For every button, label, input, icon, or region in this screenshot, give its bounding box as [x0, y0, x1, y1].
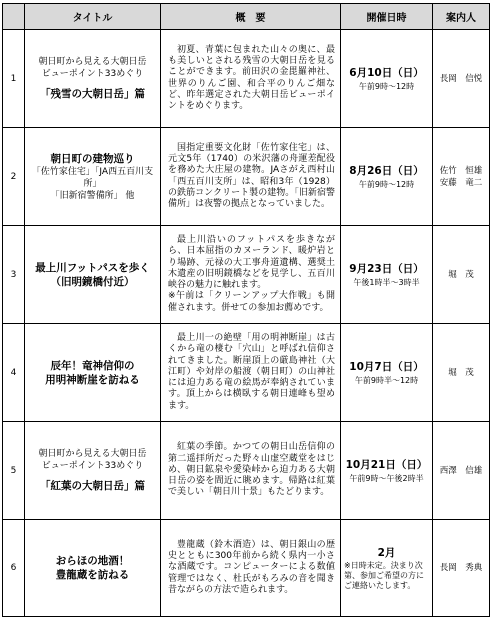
header-title: タイトル [25, 4, 161, 30]
header-description: 概 要 [161, 4, 341, 30]
description-text: 初夏、青葉に包まれた山々の奥に、最も美しいとされる残雪の大朝日岳を見ることができます。前田沢の金毘羅神社、世界のりんご園、和合平のりんご畑など、昨年選定された大朝日岳ビューポイントをめぐります。 [168, 44, 335, 111]
title-subline: 「佐竹家住宅」「JA西五百川支所」 [31, 166, 154, 189]
title-main: 最上川フットパスを歩く [35, 261, 150, 274]
event-time: 午前9時～午後2時半 [349, 473, 424, 483]
description-text: 最上川沿いのフットパスを歩きながら、日本屈指のカヌーランド、暖炉岩とり場跡、元禄の大工事舟道遺構、選奨土木遺産の旧明鏡橋などを見学し、五百川峡谷の魅力に触れます。 [168, 235, 335, 291]
description-text: 豊龍蔵（鈴木酒造）は、朝日銀山の歴史とともに300年前から続く県内一小さな酒蔵です。コンピューターによる数値管理ではなく、杜氏がもろみの音を聞き昔ながらの方法で造られます。 [168, 539, 335, 595]
row-number: 3 [3, 226, 25, 324]
event-date: 8月26日（日） [349, 164, 424, 177]
row-title [25, 422, 161, 520]
event-time: 午前9時～12時 [358, 179, 415, 189]
row-guide [433, 128, 490, 226]
row-description [161, 226, 341, 324]
row-description [161, 128, 341, 226]
row-description [161, 30, 341, 128]
description-note: ※午前は「クリーンアップ大作戦」も開催されます。併せての参加お薦めです。 [168, 291, 335, 313]
event-date: 10月21日（日） [345, 458, 428, 471]
row-description [161, 324, 341, 422]
row-guide [433, 422, 490, 520]
table-row [3, 30, 490, 128]
guide-name: 堀 茂 [448, 367, 474, 378]
row-guide [433, 30, 490, 128]
row-number: 6 [3, 520, 25, 617]
row-title [25, 128, 161, 226]
event-date: 10月7日（日） [349, 360, 424, 373]
table-row [3, 128, 490, 226]
guide-name: 長岡 秀典 [439, 563, 483, 573]
guide-name: 佐竹 恒雄 [439, 165, 483, 176]
row-description [161, 520, 341, 617]
table-header-row [3, 4, 490, 30]
row-date [341, 226, 433, 324]
row-title [25, 30, 161, 128]
event-date: 9月23日（日） [349, 262, 424, 275]
row-number: 5 [3, 422, 25, 520]
title-main: 朝日町の建物巡り [50, 152, 135, 165]
row-guide [433, 324, 490, 422]
row-date [341, 128, 433, 226]
header-number [3, 4, 25, 30]
table-row [3, 226, 490, 324]
row-guide [433, 226, 490, 324]
title-main: 「残雪の大朝日岳」篇 [40, 88, 145, 100]
event-schedule-table [2, 3, 490, 617]
title-main: 「紅葉の大朝日岳」篇 [40, 480, 145, 492]
row-description [161, 422, 341, 520]
event-time: 午前9時～12時 [358, 81, 415, 91]
guide-name: 西澤 信雄 [439, 465, 483, 476]
row-number: 4 [3, 324, 25, 422]
guide-name: 安藤 竜二 [439, 177, 483, 188]
header-date: 開催日時 [341, 4, 433, 30]
title-main: 辰年！竜神信仰の [50, 359, 135, 372]
title-subline: 朝日町から見える大朝日岳 [38, 57, 147, 67]
row-date [341, 422, 433, 520]
row-date [341, 30, 433, 128]
title-subline: 朝日町から見える大朝日岳 [38, 449, 147, 459]
title-subline: 「旧新宿警備所」 他 [50, 190, 135, 201]
table-row [3, 422, 490, 520]
row-title [25, 520, 161, 617]
title-subline: ビューポイント33めぐり [41, 69, 144, 79]
header-guide: 案内人 [433, 4, 490, 30]
description-text: 国指定重要文化財「佐竹家住宅」は、元文5年（1740）の米沢藩の舟運差配役を務めた大庄屋の建物。JAさがえ西村山「西五百川支所」は、昭和3年（1928）の鉄筋コンクリート製の建物。「旧新宿警備所」は夜警の拠点となっていました。 [168, 142, 335, 209]
row-guide [433, 520, 490, 617]
row-number: 1 [3, 30, 25, 128]
title-main: 豊龍蔵を訪ねる [55, 569, 130, 581]
row-number: 2 [3, 128, 25, 226]
description-text: 最上川一の絶壁「用の明神断崖」は古くから竜の棲む「穴山」と呼ばれ信仰されてきました。断崖頂上の厳島神社（大江町）や対岸の船渡（朝日町）の山神社には迫力ある竜の絵馬が奉納されています。頂上からは横臥する朝日連峰も望めます。 [168, 333, 335, 411]
row-date [341, 520, 433, 617]
row-title [25, 226, 161, 324]
description-text: 紅葉の季節。かつての朝日山岳信仰の第二遥拝所だった野々山虚空蔵堂をはじめ、朝日鉱泉や愛染峠から迫力ある大朝日岳の姿を間近に眺めます。帰路は紅葉で美しい「朝日川十景」もたどります。 [168, 442, 335, 498]
row-date [341, 324, 433, 422]
event-time: 午後1時半～3時半 [353, 277, 420, 287]
event-date-note: ※日時未定。決まり次第、参加ご希望の方にご連絡いたします。 [344, 560, 424, 590]
table-row [3, 324, 490, 422]
event-date: 6月10日（日） [349, 66, 424, 79]
title-subline: ビューポイント33めぐり [41, 461, 144, 471]
row-title [25, 324, 161, 422]
title-main: （旧明鏡橋付近） [50, 275, 135, 288]
title-main: 用明神断崖を訪ねる [45, 373, 140, 386]
event-time: 午前9時半～12時 [354, 375, 419, 385]
title-main: おらほの地酒！ [55, 555, 130, 567]
event-date: 2月 [377, 546, 396, 559]
table-row [3, 520, 490, 617]
guide-name: 堀 茂 [448, 269, 474, 280]
guide-name: 長岡 信悦 [439, 73, 483, 84]
